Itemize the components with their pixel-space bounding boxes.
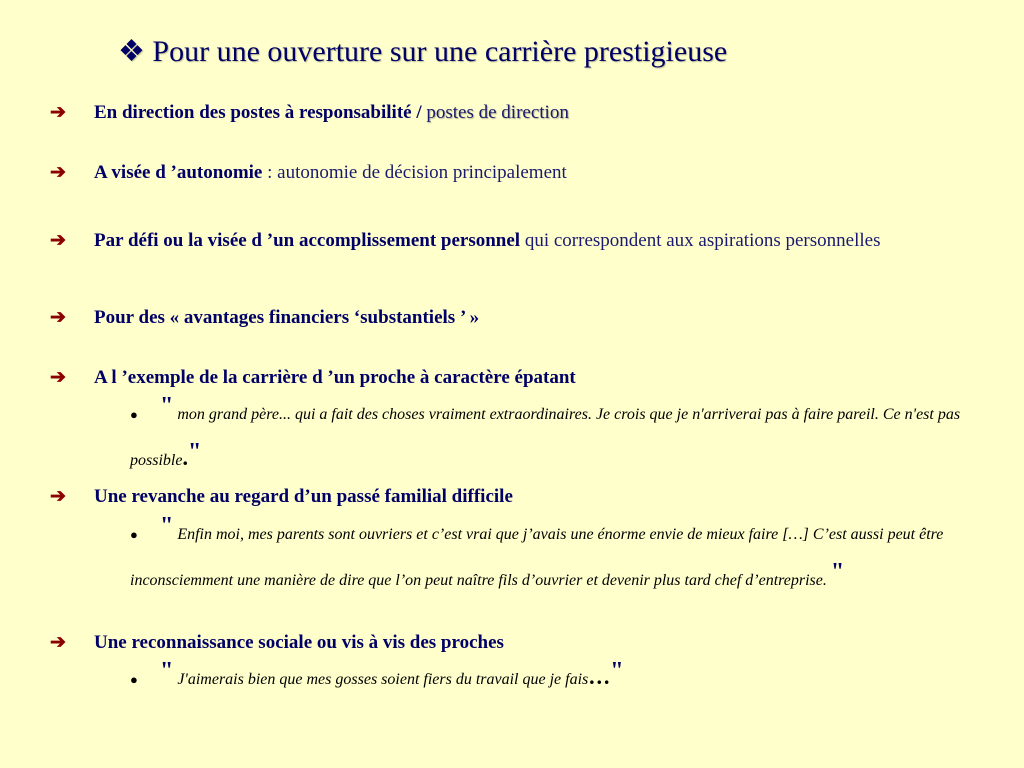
bullet-icon: ● — [130, 407, 138, 422]
bullet-icon: ● — [130, 672, 138, 687]
slide-title — [118, 34, 727, 69]
quote-gosses: ● " J'aimerais bien que mes gosses soient fiers du travail que je fais…" — [130, 655, 1010, 701]
diamond-bullet-icon: ❖ — [118, 35, 145, 68]
point-autonomie: ➔ A visée d ’autonomie : autonomie de décision principalement — [50, 160, 1010, 187]
arrow-icon: ➔ — [50, 102, 66, 123]
arrow-icon: ➔ — [50, 486, 66, 507]
point-exemple: ➔ A l ’exemple de la carrière d ’un proche à caractère épatant — [50, 365, 1010, 392]
arrow-icon: ➔ — [50, 162, 66, 183]
bullet-icon: ● — [130, 527, 138, 542]
point-revanche: ➔ Une revanche au regard d’un passé familial difficile — [50, 484, 1010, 511]
arrow-icon: ➔ — [50, 632, 66, 653]
arrow-icon: ➔ — [50, 307, 66, 328]
point-reconnaissance: ➔ Une reconnaissance sociale ou vis à vis des proches — [50, 630, 1010, 657]
quote-parents-ouvriers: ● " Enfin moi, mes parents sont ouvriers et c’est vrai que j’avais une énorme envie de mieux faire […] C’est aussi peut être inconsciemment une manière de dire que l’on peut naître fils d’ouvrier et devenir plus tard chef d’entreprise. " — [130, 513, 944, 589]
point-defi: ➔ Par défi ou la visée d ’un accomplissement personnel qui correspondent aux aspirations personnelles — [50, 228, 1010, 255]
point-responsabilite: ➔ En direction des postes à responsabilité / postes de direction — [50, 100, 1010, 127]
quote-grand-pere: ● " mon grand père... qui a fait des choses vraiment extraordinaires. Je crois que je n'arriverai pas à faire pareil. Ce n'est pas possible." — [130, 393, 961, 470]
title-text: Pour une ouverture sur une carrière prestigieuse — [152, 35, 728, 68]
arrow-icon: ➔ — [50, 230, 66, 251]
point-avantages: ➔ Pour des « avantages financiers ‘substantiels ’ » — [50, 305, 1010, 332]
arrow-icon: ➔ — [50, 367, 66, 388]
